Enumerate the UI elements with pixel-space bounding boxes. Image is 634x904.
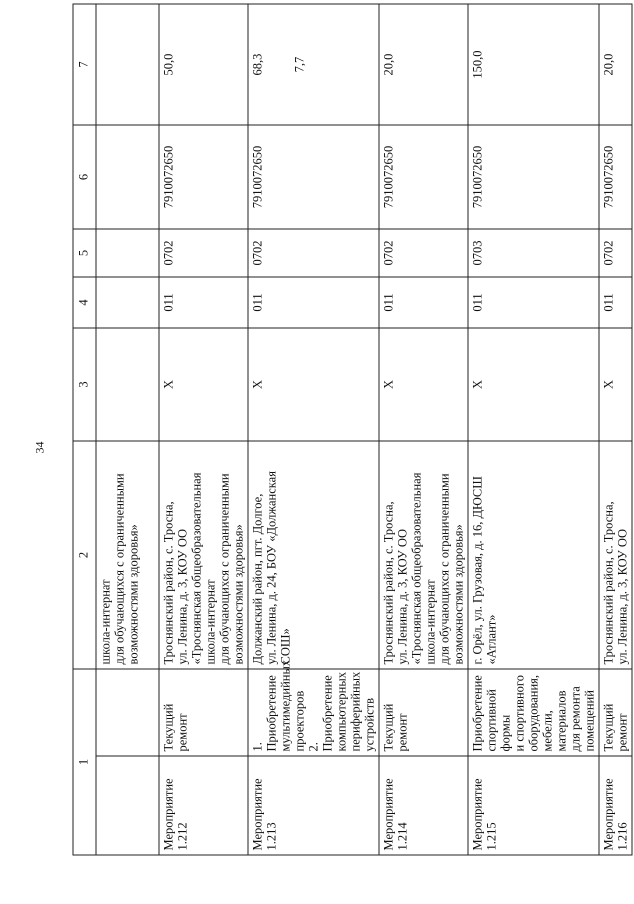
measure-col-3: X	[248, 328, 379, 441]
measure-work: Текущий ремонт	[159, 669, 248, 756]
measure-name: Мероприятие 1.213	[248, 756, 379, 855]
measure-col-4: 011	[379, 277, 468, 328]
measure-col-3: X	[599, 328, 632, 441]
table-row	[379, 4, 468, 855]
measure-col-5: 0702	[599, 229, 632, 277]
measure-name: Мероприятие 1.216	[599, 756, 632, 855]
measure-object: Троснянский район, с. Тросна, ул. Ленина, д. 3, КОУ ОО «Троснянская общеобразовательная школа-интернат для обучающихся с ограниченными возможностями здоровья»	[159, 441, 248, 669]
header-col-4: 4	[73, 277, 96, 328]
measure-work: 1. Приобретение мультимедийных проекторов 2. Приобретение компьютерных периферийных устройств	[248, 669, 379, 756]
measure-col-5: 0702	[159, 229, 248, 277]
measures-table	[73, 4, 633, 856]
table-row	[599, 4, 632, 855]
table-row	[159, 4, 248, 855]
header-col-2: 2	[73, 441, 96, 669]
measure-col-3: X	[379, 328, 468, 441]
measure-name: Мероприятие 1.215	[468, 756, 599, 855]
measure-name: Мероприятие 1.212	[159, 756, 248, 855]
measure-object: г. Орёл, ул. Грузовая, д. 16, ДЮСШ «Атлант»	[468, 441, 599, 669]
measure-col-6: 7910072650	[248, 125, 379, 229]
measure-col-7: 150,0	[468, 4, 599, 125]
measure-col-4: 011	[248, 277, 379, 328]
measure-col-5: 0702	[379, 229, 468, 277]
measure-col-6: 7910072650	[599, 125, 632, 229]
measure-col-6: 7910072650	[379, 125, 468, 229]
measure-col-3: X	[159, 328, 248, 441]
header-col-6: 6	[73, 125, 96, 229]
measure-object: Должанский район, пгт. Долгое, ул. Ленина, д. 24, БОУ «Должанская СОШ»	[248, 441, 379, 669]
measure-col-4: 011	[468, 277, 599, 328]
measure-col-4: 011	[599, 277, 632, 328]
page-content	[68, 0, 634, 904]
header-col-3: 3	[73, 328, 96, 441]
measure-col-5: 0703	[468, 229, 599, 277]
header-col-7: 7	[73, 4, 96, 125]
measure-col-7: 68,3 7,7	[248, 4, 379, 125]
measure-col-6: 7910072650	[468, 125, 599, 229]
measure-col-3: X	[468, 328, 599, 441]
measure-col-7: 50,0	[159, 4, 248, 125]
measure-object: Троснянский район, с. Тросна, ул. Ленина, д. 3, КОУ ОО	[599, 441, 632, 669]
continuation-row	[96, 4, 159, 855]
table-row	[248, 4, 379, 855]
measure-name: Мероприятие 1.214	[379, 756, 468, 855]
measure-work: Текущий ремонт	[379, 669, 468, 756]
rotated-table-container	[73, 5, 633, 856]
measure-work: Приобретение спортивной формы и спортивного оборудования, мебели, материалов для ремонта помещений	[468, 669, 599, 756]
table-row	[468, 4, 599, 855]
page-number: 34	[32, 441, 47, 454]
continuation-object: школа-интернат для обучающихся с ограниченными возможностями здоровья»	[96, 441, 159, 669]
measure-work: Текущий ремонт	[599, 669, 632, 756]
measure-col-7: 20,0	[599, 4, 632, 125]
measure-col-7: 20,0	[379, 4, 468, 125]
header-col-5: 5	[73, 229, 96, 277]
measure-object: Троснянский район, с. Тросна, ул. Ленина, д. 3, КОУ ОО «Троснянская общеобразовательная школа-интернат для обучающихся с ограниченными возможностями здоровья»	[379, 441, 468, 669]
measure-col-6: 7910072650	[159, 125, 248, 229]
header-col-1: 1	[73, 669, 96, 855]
header-row	[73, 4, 96, 855]
measure-col-5: 0702	[248, 229, 379, 277]
measure-col-4: 011	[159, 277, 248, 328]
